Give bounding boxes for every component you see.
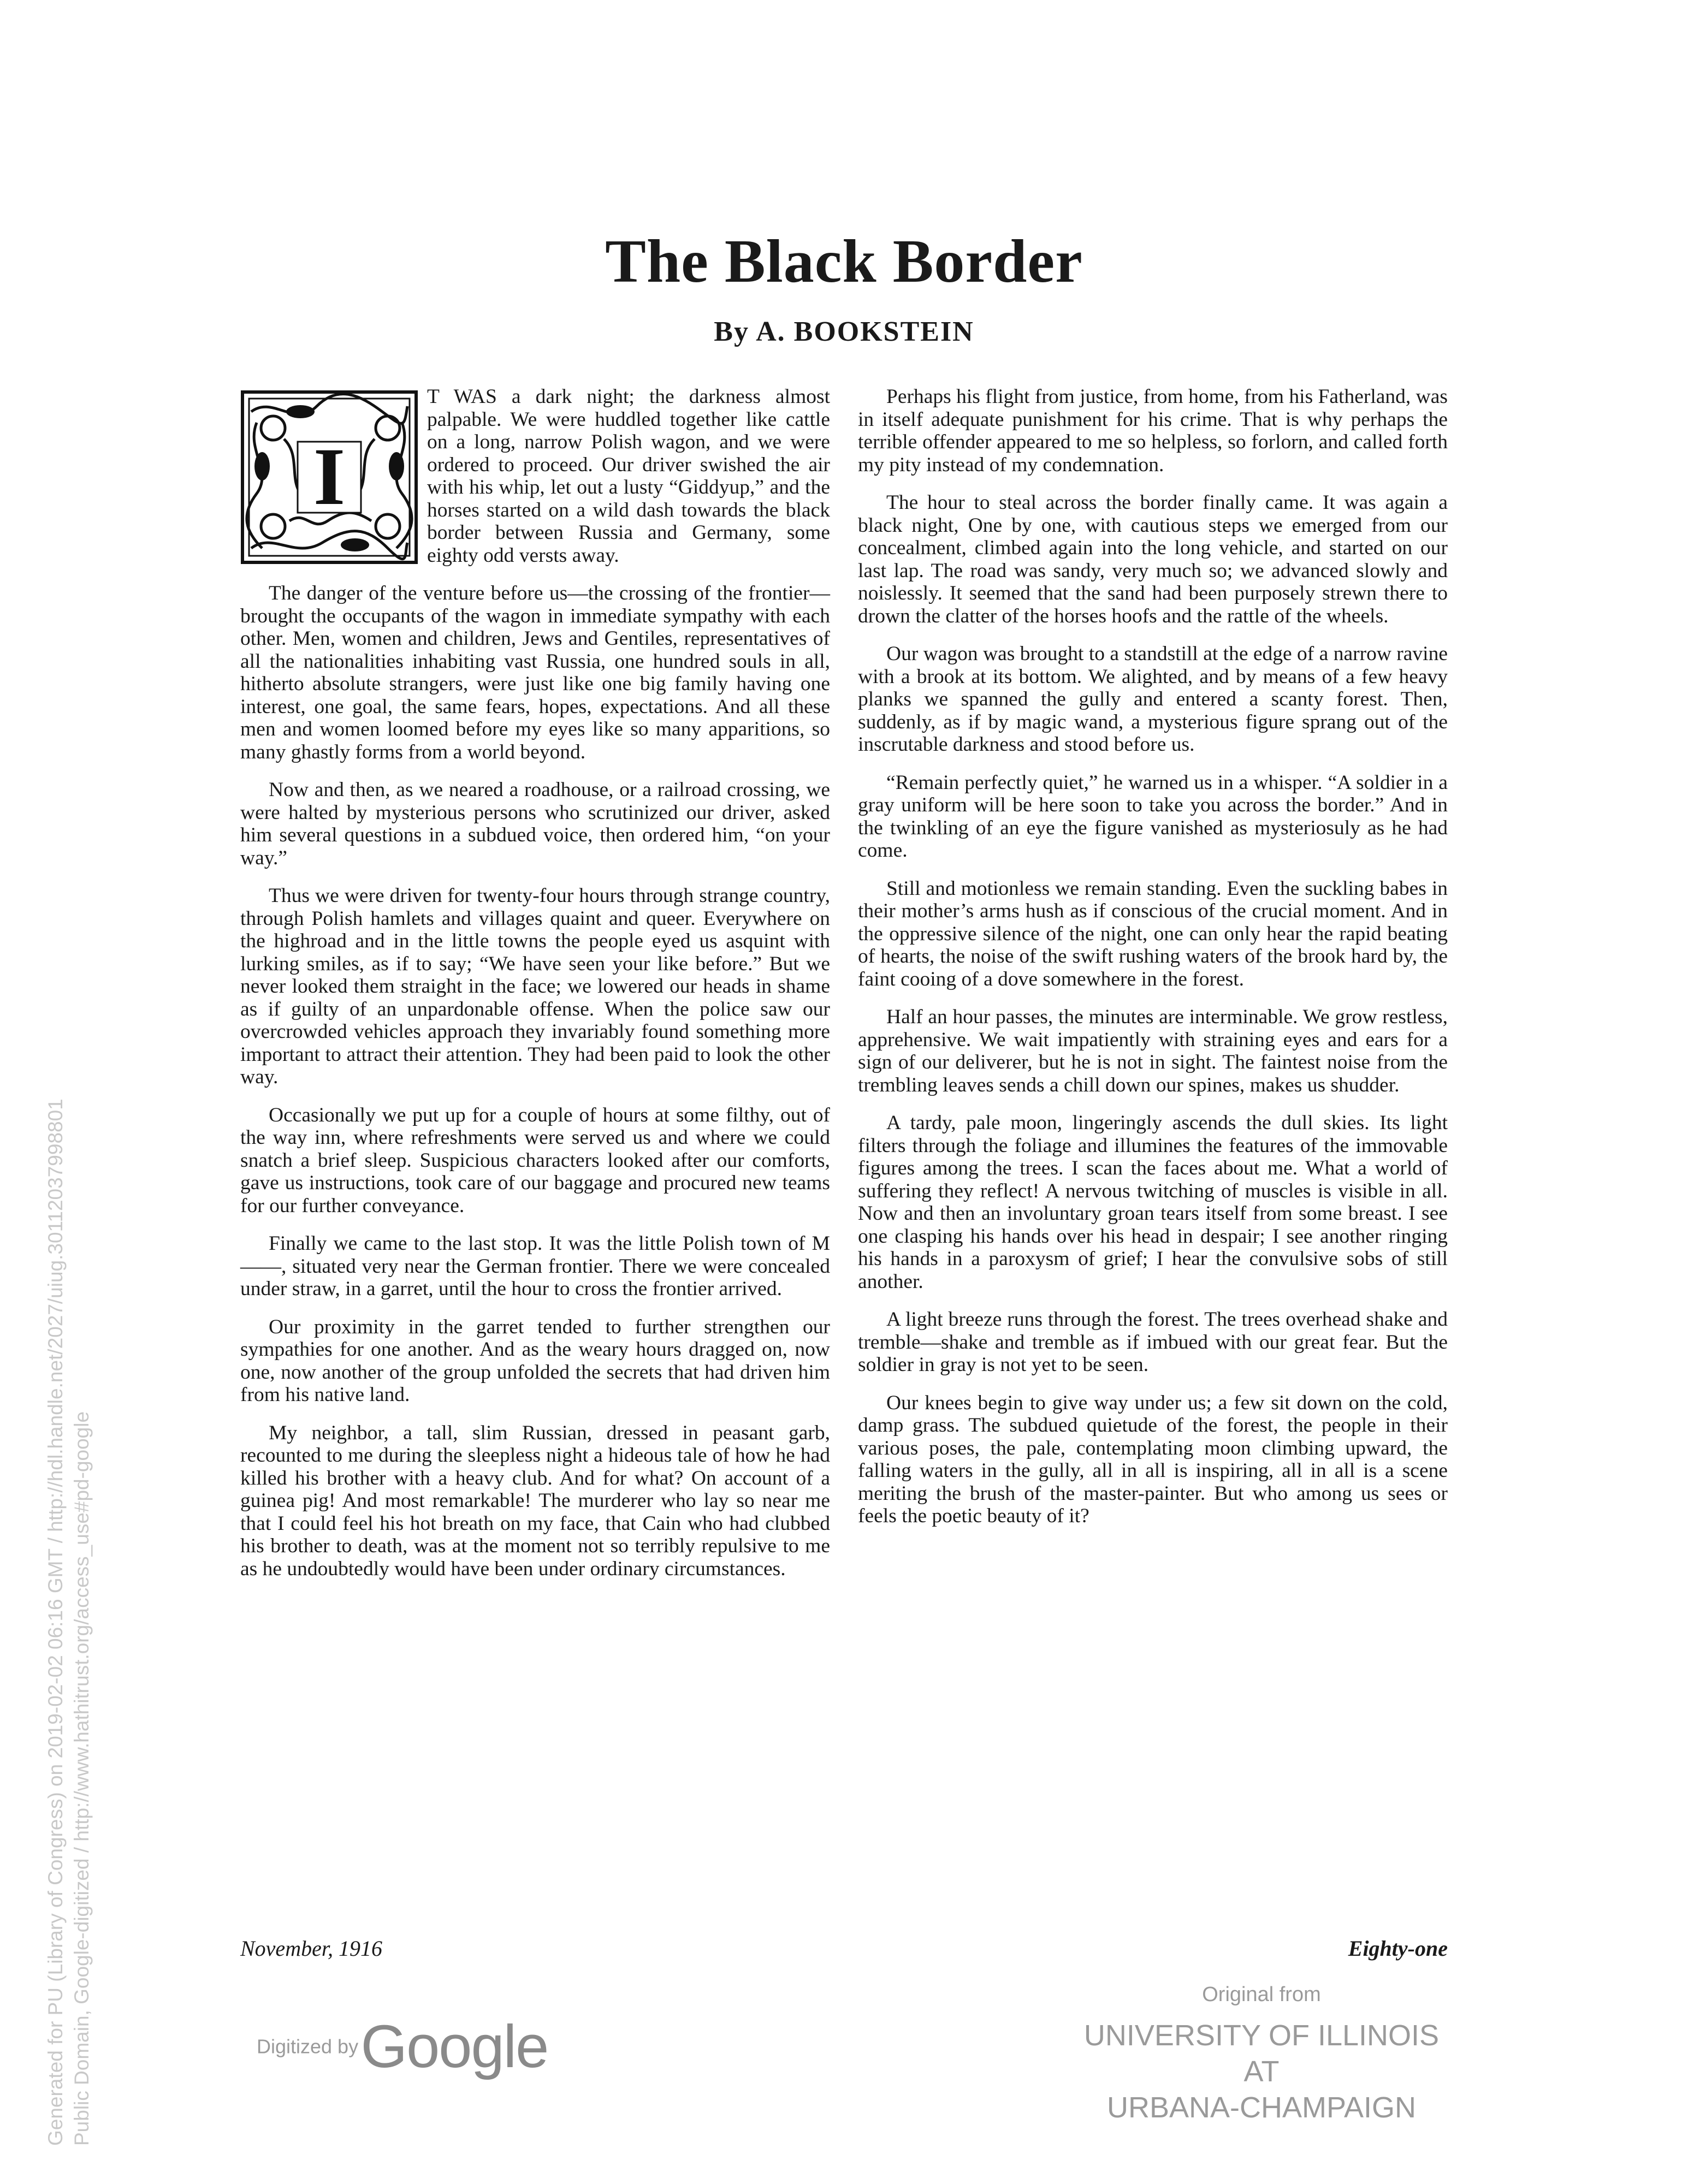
side-watermark-line-2: Public Domain, Google-digitized / http://www.hathitrust.org/access_use#pd-google: [70, 1411, 93, 2146]
footer-page-number: Eighty-one: [1348, 1936, 1448, 1961]
paragraph: Our knees begin to give way under us; a few sit down on the cold, damp grass. The subdued quietude of the forest, the people in their various poses, the pale, contemplating moon climbing upward, the falling waters in the gully, all in all is inspiring, all in all is a scene meriting the brush of the master-painter. But who among us sees or feels the poetic beauty of it?: [858, 1391, 1448, 1527]
ornamental-drop-cap: [240, 390, 418, 565]
paragraph: Our proximity in the garret tended to further strengthen our sympathies for one another. And as the weary hours dragged on, now one, now another of the group unfolded the secrets that had driven him from his native land.: [240, 1315, 830, 1406]
paragraph: Half an hour passes, the minutes are interminable. We grow restless, apprehensive. We wait impatiently with straining eyes and ears for a sign of our deliverer, but he is not in sight. The faintest noise from the trembling leaves sends a chill down our spines, makes us shudder.: [858, 1006, 1448, 1096]
side-watermark-line-1: Generated for PU (Library of Congress) on 2019-02-02 06:16 GMT / http://hdl.handle.net/2027/uiug.30112037998801: [44, 1099, 67, 2146]
paragraph: T WAS a dark night; the darkness almost palpable. We were huddled together like cattle on a long, narrow Polish wagon, and we were ordered to proceed. Our driver swished the air with his whip, let out a lusty “Giddyup,” and the horses started on a wild dash towards the black border between Russia and Germany, some eighty odd versts away.: [427, 385, 830, 567]
paragraph: Thus we were driven for twenty-four hours through strange country, through Polish hamlets and villages quaint and queer. Everywhere on the highroad and in the little towns the people eyed us asquint with lurking smiles, as if to say; “We have seen your like before.” But we never looked them straight in the face; we lowered our heads in shame as if guilty of an unpardonable offense. When the police saw our overcrowded vehicles approach they invariably found something more important to attract their attention. They had been paid to look the other way.: [240, 885, 830, 1088]
digitized-by-label: Digitized by: [257, 2035, 359, 2058]
drop-cap-letter: I: [313, 431, 346, 523]
paragraph: Perhaps his flight from justice, from home, from his Fatherland, was in itself adequate punishment for his crime. That is why perhaps the terrible offender appeared to me so helpless, so forlorn, and called forth my pity instead of my condemnation.: [858, 385, 1448, 476]
paragraph: Occasionally we put up for a couple of hours at some filthy, out of the way inn, where refreshments were served us and where we could snatch a brief sleep. Suspicious characters looked after our comforts, gave us instructions, took care of our baggage and procured new teams for our further conveyance.: [240, 1103, 830, 1217]
paragraph: Now and then, as we neared a roadhouse, or a railroad crossing, we were halted by mysterious persons who scrutinized our driver, asked him several questions in a subdued voice, then ordered him, “on your way.”: [240, 779, 830, 869]
paragraph: “Remain perfectly quiet,” he warned us in a whisper. “A soldier in a gray uniform will be here soon to take you across the border.” And in the twinkling of an eye the figure vanished as mysteriosuly as he had come.: [858, 771, 1448, 862]
paragraph: Finally we came to the last stop. It was the little Polish town of M——, situated very near the German frontier. There we were concealed under straw, in a garret, until the hour to cross the frontier arrived.: [240, 1232, 830, 1300]
paragraph: My neighbor, a tall, slim Russian, dressed in peasant garb, recounted to me during the sleepless night a hideous tale of how he had killed his brother with a heavy club. And for what? On account of a guinea pig! And most remarkable! The murderer who lay so near me that I could feel his hot breath on my face, that Cain who had clubbed his brother to death, was at the moment not so terribly repulsive to me as he undoubtedly would have been under ordinary circumstances.: [240, 1421, 830, 1580]
paragraph: A tardy, pale moon, lingeringly ascends the dull skies. Its light filters through the foliage and illumines the features of the immovable figures among the trees. I scan the faces about me. What a world of suffering they reflect! A nervous twitching of muscles is visible in all. Now and then an involuntary groan tears itself from some breast. I see one clasping his hands over his head in despair; I see another ringing his hands in a paroxysm of grief; I hear the convulsive sobs of still another.: [858, 1112, 1448, 1293]
paragraph: The hour to steal across the border finally came. It was again a black night, One by one, with cautious steps we emerged from our concealment, climbed again into the long vehicle, and started on our last lap. The road was sandy, very much so; we advanced slowly and noislessly. It seemed that the sand had been purposely strewn there to drown the clatter of the horses hoofs and the rattle of the wheels.: [858, 491, 1448, 627]
article-title: The Black Border: [605, 228, 1083, 295]
paragraph: Our wagon was brought to a standstill at the edge of a narrow ravine with a brook at its bottom. We alighted, and by means of a few heavy planks we spanned the gully and entered a scanty forest. Then, suddenly, as if by magic wand, a mysterious figure sprang out of the inscrutable darkness and stood before us.: [858, 643, 1448, 756]
article-byline: By A. BOOKSTEIN: [714, 316, 974, 347]
source-attribution: [1070, 1983, 1453, 2126]
paragraph: A light breeze runs through the forest. The trees overhead shake and tremble—shake and tremble as if imbued with our great fear. But the soldier in gray is not yet to be seen.: [858, 1308, 1448, 1376]
paragraph: Still and motionless we remain standing. Even the suckling babes in their mother’s arms hush as if conscious of the crucial moment. And in the oppressive silence of the night, one can only hear the rapid beating of hearts, the noise of the swift rushing waters of the brook hard by, the faint cooing of a dove somewhere in the forest.: [858, 877, 1448, 990]
institution-line-1: UNIVERSITY OF ILLINOIS AT: [1083, 2019, 1440, 2088]
google-digitized-mark: [257, 2012, 548, 2081]
paragraph: The danger of the venture before us—the crossing of the frontier—brought the occupants of the wagon in immediate sympathy with each other. Men, women and children, Jews and Gentiles, representatives of all the nationalities inhabiting vast Russia, one hundred souls in all, hitherto absolute strangers, were just like one big family having one interest, one goal, the same fears, hopes, expectations. And all these men and women loomed before my eyes like so many apparitions, so many ghastly forms from a world beyond.: [240, 582, 830, 763]
left-column: [240, 385, 830, 1595]
footer-date: November, 1916: [240, 1936, 382, 1961]
side-watermark: [43, 1099, 95, 2146]
institution-line-2: URBANA-CHAMPAIGN: [1106, 2091, 1417, 2124]
google-logo: Google: [360, 2013, 548, 2080]
right-column: [858, 385, 1448, 1543]
original-from-label: Original from: [1202, 1983, 1321, 2006]
